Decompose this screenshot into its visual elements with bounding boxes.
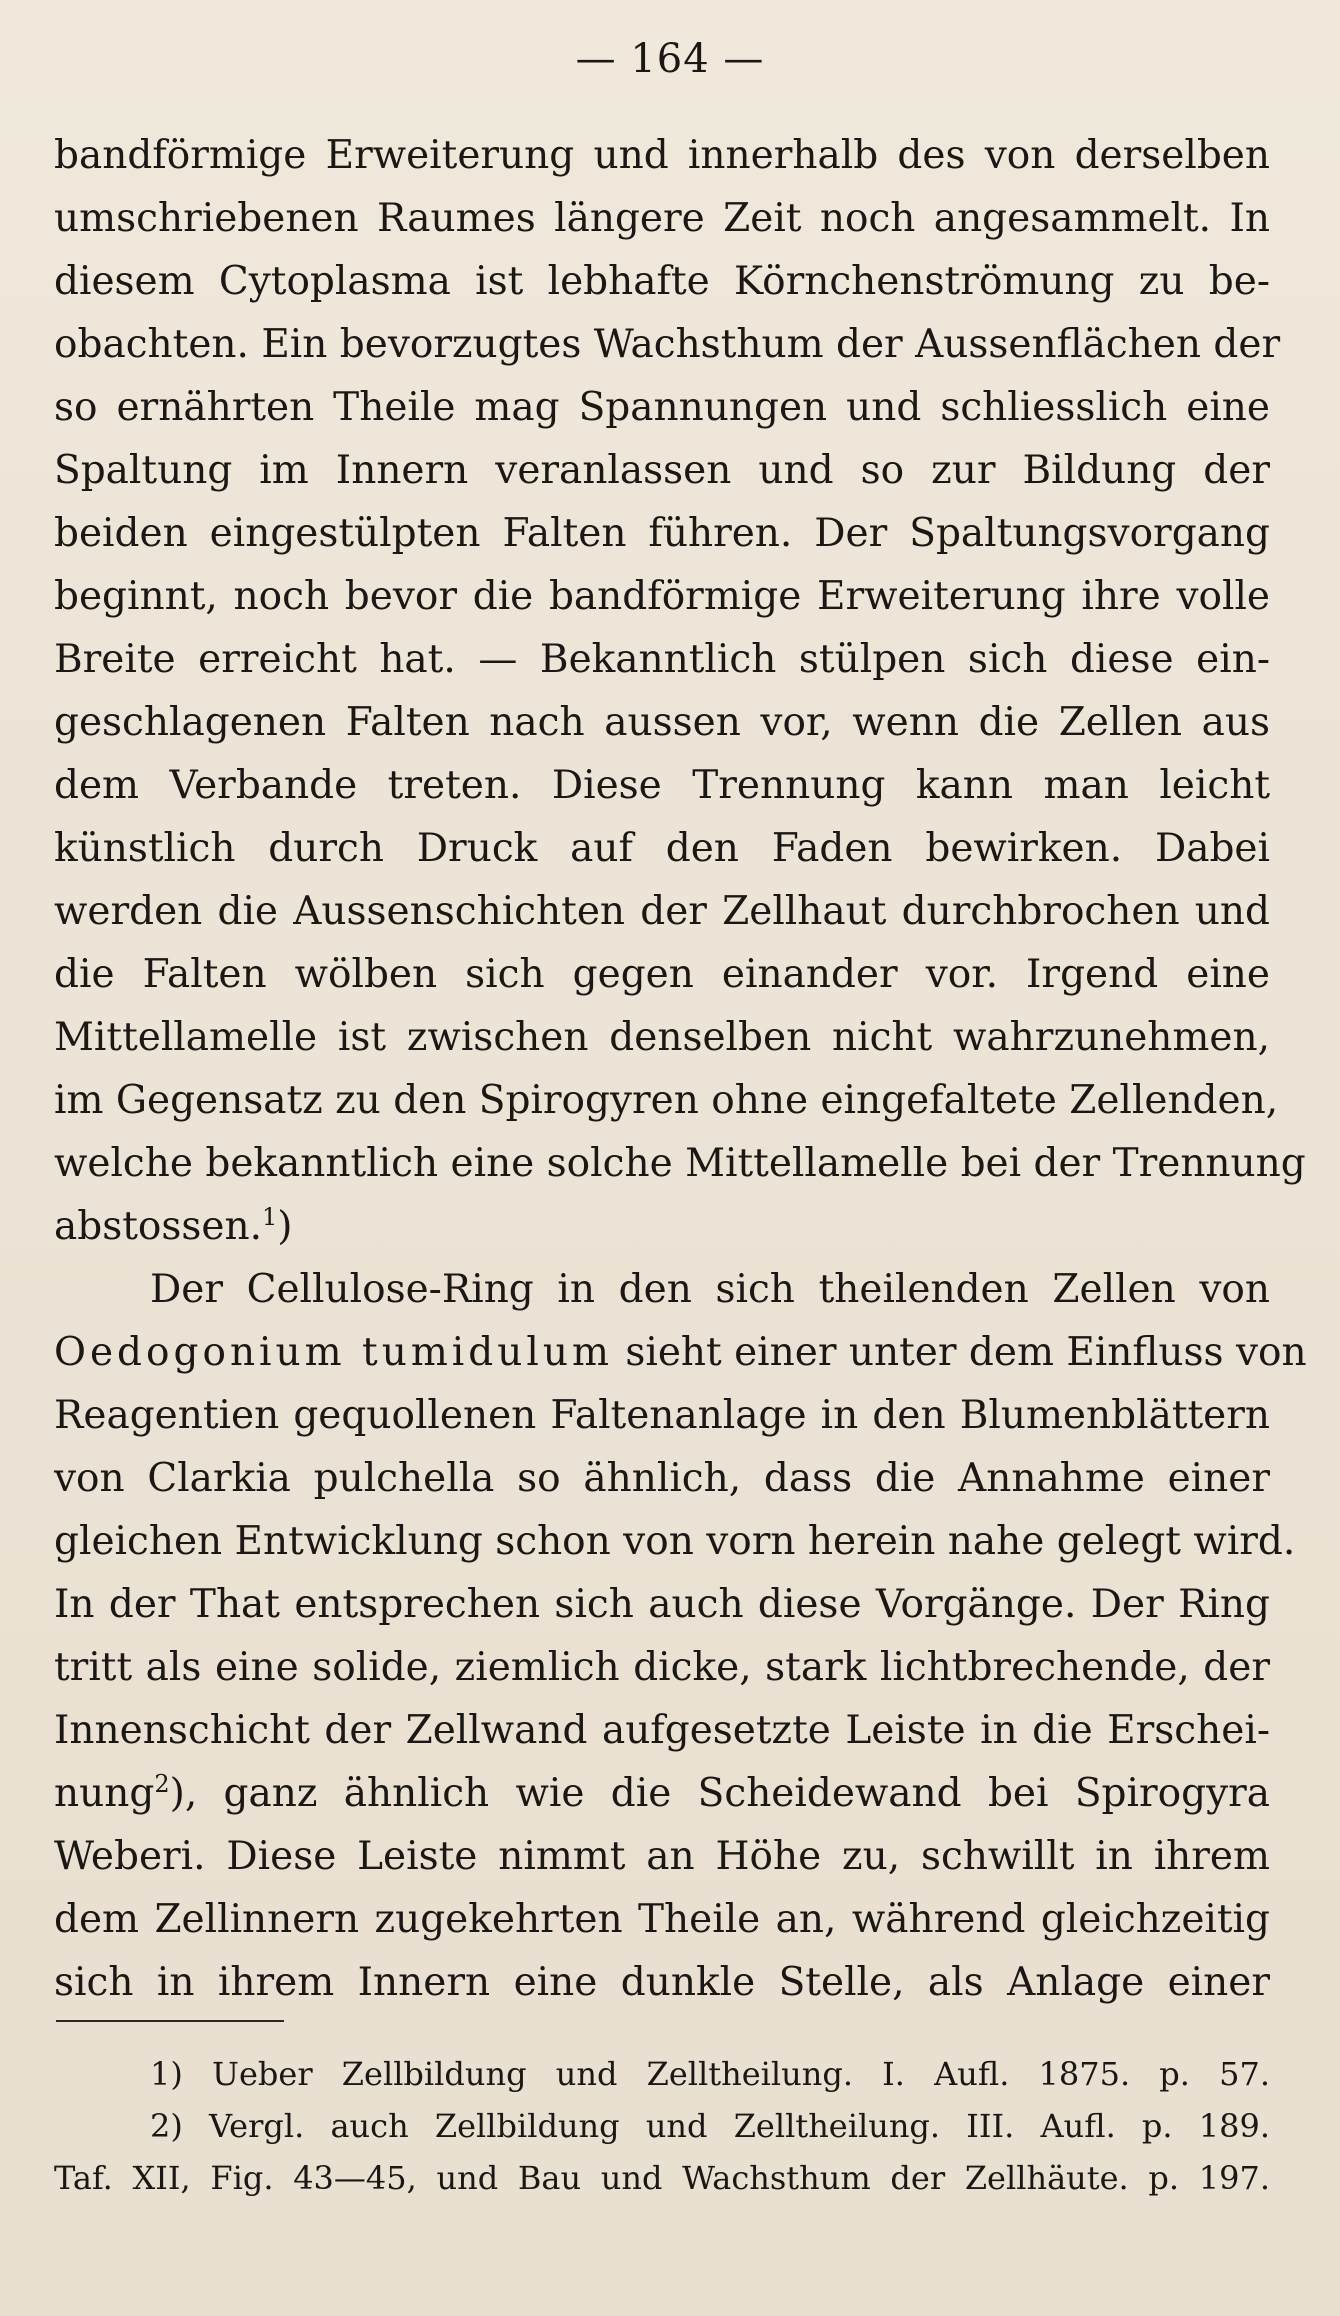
text-line: welche bekanntlich eine solche Mittellamelle bei der Trennung bbox=[54, 1141, 1306, 1186]
text-line bbox=[54, 1195, 1270, 1258]
text-line: diesem Cytoplasma ist lebhafte Körnchenströmung zu be- bbox=[54, 259, 1270, 304]
text-line: werden die Aussenschichten der Zellhaut durchbrochen und bbox=[54, 889, 1270, 934]
text-line: von Clarkia pulchella so ähnlich, dass die Annahme einer bbox=[54, 1456, 1270, 1501]
text-line: Breite erreicht hat. — Bekanntlich stülpen sich diese ein- bbox=[54, 637, 1270, 682]
footnotes bbox=[54, 2048, 1270, 2204]
text-line: Der Cellulose-Ring in den sich theilenden Zellen von bbox=[150, 1267, 1270, 1312]
text-line: künstlich durch Druck auf den Faden bewirken. Dabei bbox=[54, 826, 1270, 871]
text-line: bandförmige Erweiterung und innerhalb des von derselben bbox=[54, 133, 1270, 178]
text-line: Mittellamelle ist zwischen denselben nicht wahrzunehmen, bbox=[54, 1015, 1270, 1060]
footnote-ref-2: 2 bbox=[154, 1770, 170, 1798]
text-line: Reagentien gequollenen Faltenanlage in den Blumenblättern bbox=[54, 1393, 1270, 1438]
text-line: beiden eingestülpten Falten führen. Der Spaltungsvorgang bbox=[54, 511, 1270, 556]
text-fragment: ) bbox=[277, 1204, 293, 1249]
text-line: gleichen Entwicklung schon von vorn herein nahe gelegt wird. bbox=[54, 1519, 1296, 1564]
text-fragment: abstossen. bbox=[54, 1204, 263, 1249]
text-line: Innenschicht der Zellwand aufgesetzte Leiste in die Erschei- bbox=[54, 1708, 1270, 1753]
text-line: dem Zellinnern zugekehrten Theile an, während gleichzeitig bbox=[54, 1897, 1270, 1942]
body-text bbox=[54, 124, 1307, 2014]
text-line: so ernährten Theile mag Spannungen und schliesslich eine bbox=[54, 385, 1270, 430]
species-name: Oedogonium tumidulum bbox=[54, 1330, 613, 1375]
text-fragment: ), ganz ähnlich wie die Scheidewand bei Spirogyra bbox=[169, 1771, 1270, 1816]
footnote-ref-1: 1 bbox=[262, 1203, 278, 1231]
text-fragment: sieht einer unter dem Einfluss von bbox=[625, 1330, 1307, 1375]
text-line bbox=[54, 1321, 1307, 1384]
text-fragment: nung bbox=[54, 1771, 155, 1816]
footnote-2: 2) Vergl. auch Zellbildung und Zelltheilung. III. Aufl. p. 189. bbox=[150, 2107, 1270, 2145]
text-line: tritt als eine solide, ziemlich dicke, stark lichtbrechende, der bbox=[54, 1645, 1270, 1690]
text-line: beginnt, noch bevor die bandförmige Erweiterung ihre volle bbox=[54, 574, 1270, 619]
text-line: die Falten wölben sich gegen einander vor. Irgend eine bbox=[54, 952, 1270, 997]
text-line: Weberi. Diese Leiste nimmt an Höhe zu, schwillt in ihrem bbox=[54, 1834, 1270, 1879]
text-line: Spaltung im Innern veranlassen und so zur Bildung der bbox=[54, 448, 1270, 493]
text-line: umschriebenen Raumes längere Zeit noch angesammelt. In bbox=[54, 196, 1270, 241]
text-line: dem Verbande treten. Diese Trennung kann man leicht bbox=[54, 763, 1270, 808]
footnote-divider bbox=[56, 2020, 284, 2022]
footnote-2-continued: Taf. XII, Fig. 43—45, und Bau und Wachsthum der Zellhäute. p. 197. bbox=[54, 2159, 1270, 2197]
page-number: — 164 — bbox=[575, 36, 765, 82]
text-line: geschlagenen Falten nach aussen vor, wenn die Zellen aus bbox=[54, 700, 1270, 745]
footnote-1: 1) Ueber Zellbildung und Zelltheilung. I. Aufl. 1875. p. 57. bbox=[150, 2055, 1270, 2093]
text-line: obachten. Ein bevorzugtes Wachsthum der Aussenflächen der bbox=[54, 322, 1281, 367]
text-line: sich in ihrem Innern eine dunkle Stelle, als Anlage einer bbox=[54, 1960, 1270, 2005]
text-line bbox=[54, 1762, 1270, 1825]
text-line: im Gegensatz zu den Spirogyren ohne eingefaltete Zellenden, bbox=[54, 1078, 1279, 1123]
text-line: In der That entsprechen sich auch diese Vorgänge. Der Ring bbox=[54, 1582, 1270, 1627]
